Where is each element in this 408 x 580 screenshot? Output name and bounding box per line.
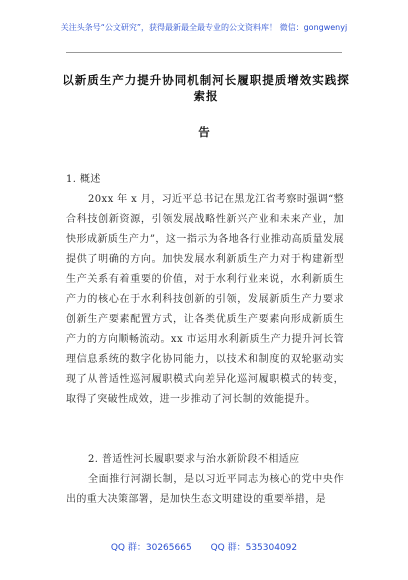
header-promo-note: 关注头条号“公文研究”，获得最新最全最专业的公文资料库！ 微信：gongwenyj <box>60 23 348 32</box>
section-1-body: 20xx 年 x 月，习近平总书记在黑龙江省考察时强调“整合科技创新资源，引领发展战略性新兴产业和未来产业，加快形成新质生产力”，这一指示为各地各行业推动高质量发展提供了明确的方向。加快发展水利新质生产力对于构建新型生产关系有着重要的价值，对于水利行业来说，水利新质生产力的核心在于水利科技创新的引领，发展新质生产力要求创新生产要素配置方式，让各类优质生产要素向形成新质生产力的方向顺畅流动。xx 市运用水利新质生产力提升河长管理信息系统的数字化协同能力，以技术和制度的双轮驱动实现了从普适性巡河履职模式向差异化巡河履职模式的转变，取得了突破性成效，进一步推动了河长制的效能提升。 <box>66 194 344 405</box>
section-2-body: 全面推行河湖长制，是以习近平同志为核心的党中央作出的重大决策部署，是加快生态文明建设的重要举措，是 <box>66 474 344 505</box>
document-title: 以新质生产力提升协同机制河长履职提质增效实践探索报 <box>62 73 350 103</box>
footer-qq-groups <box>0 540 408 553</box>
section-1-heading: 1. 概述 <box>66 174 101 185</box>
document-title-continued: 告 <box>198 125 210 139</box>
footer-qq-group-2: QQ 群：535304092 <box>210 543 298 553</box>
header-divider <box>66 52 342 53</box>
section-2-heading: 2. 普适性河长履职要求与治水新阶段不相适应 <box>88 454 300 465</box>
footer-qq-group-1: QQ 群：30265665 <box>110 543 192 553</box>
